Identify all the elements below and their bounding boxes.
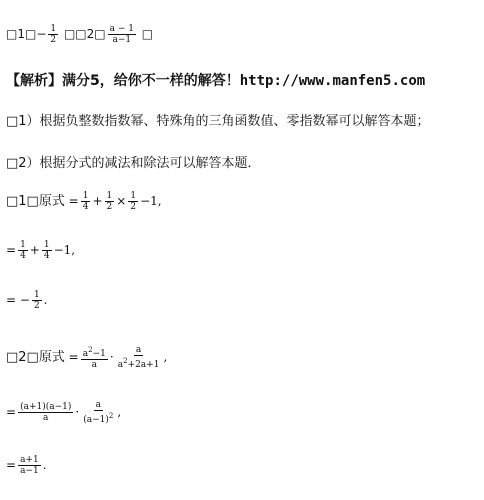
solution1-line3	[6, 290, 48, 311]
expression-tail: ,	[163, 350, 168, 364]
fraction-denominator: 4	[82, 202, 89, 212]
part2-answer-fraction	[108, 24, 136, 45]
fraction-denominator: a−1	[20, 466, 39, 476]
fraction-numerator: 1	[20, 240, 26, 250]
fraction	[128, 191, 138, 212]
solution1-label: □1□原式	[6, 194, 65, 209]
fraction-denominator	[81, 411, 115, 425]
fraction	[18, 455, 41, 476]
fraction-numerator: (a+1)(a−1)	[20, 402, 72, 412]
solution1-line2	[6, 240, 75, 261]
fraction	[105, 191, 115, 212]
source-url: http://www.manfen5.com	[239, 73, 426, 89]
fraction-numerator: a+1	[20, 455, 39, 465]
fraction-denominator: 4	[20, 251, 26, 261]
times-sign: ×	[116, 194, 127, 208]
fraction	[32, 290, 42, 311]
fraction	[18, 402, 73, 423]
expression-tail: .	[42, 458, 47, 472]
part1-label: □1□	[6, 27, 37, 41]
solution2-label: □2□原式	[6, 350, 65, 365]
answer-end: □	[141, 27, 154, 41]
fraction-denominator: 2	[130, 202, 137, 212]
hint-1: □1）根据负整数指数幂、特殊角的三角函数值、零指数幂可以解答本题；	[6, 114, 430, 129]
fraction-numerator: a	[95, 400, 101, 410]
exponent: 2	[88, 346, 93, 354]
fraction	[42, 240, 52, 261]
fraction-numerator: 1	[50, 24, 57, 34]
expression-tail: ,	[117, 405, 122, 419]
plus-sign: +	[29, 243, 40, 257]
equals-sign: =	[68, 350, 79, 364]
part1-answer-fraction	[48, 24, 58, 45]
plus-sign: +	[92, 194, 103, 208]
analysis-header	[6, 70, 425, 90]
equals-sign: =	[6, 458, 17, 472]
fraction-numerator: 1	[130, 191, 137, 201]
fraction-numerator	[81, 345, 108, 360]
expression-tail: .	[43, 293, 48, 307]
term: −1	[92, 349, 106, 359]
fraction	[18, 240, 28, 261]
equals-sign: =	[6, 405, 17, 419]
fraction	[116, 345, 162, 370]
term: a	[82, 349, 89, 359]
part1-sign: −	[36, 27, 47, 41]
equals-sign: =	[68, 194, 79, 208]
fraction-numerator: 1	[106, 191, 113, 201]
hint-2: □2）根据分式的减法和除法可以解答本题．	[6, 156, 261, 171]
term: (a−1)	[83, 415, 109, 425]
answer-line	[6, 24, 153, 45]
solution2-line2	[6, 400, 121, 425]
dot-operator: ·	[75, 405, 80, 419]
solution2-line3	[6, 455, 47, 476]
expression-tail: −1,	[53, 243, 76, 257]
solution2-line1	[6, 345, 167, 370]
fraction-denominator: 2	[106, 202, 113, 212]
fraction-denominator	[116, 356, 162, 370]
analysis-prefix: 【解析】满分5，给你不一样的解答！	[6, 73, 240, 89]
fraction-numerator: a − 1	[109, 24, 134, 34]
fraction-denominator: a	[43, 413, 49, 423]
part2-label: □□2□	[63, 27, 106, 41]
dot-operator: ·	[109, 350, 114, 364]
fraction-numerator: 1	[43, 240, 50, 250]
fraction-denominator: a	[91, 360, 97, 370]
term: a	[117, 360, 124, 370]
fraction-denominator: 2	[50, 35, 57, 45]
fraction	[81, 191, 91, 212]
fraction-numerator: a	[135, 345, 142, 355]
equals-sign: =	[6, 243, 17, 257]
fraction-denominator: a−1	[112, 35, 132, 45]
fraction	[81, 400, 115, 425]
exponent: 2	[108, 412, 114, 420]
fraction-denominator: 2	[33, 301, 40, 311]
equals-sign: = −	[6, 293, 30, 307]
fraction-denominator: 4	[43, 251, 50, 261]
fraction-numerator: 1	[82, 191, 89, 201]
exponent: 2	[123, 357, 128, 365]
term: +2a+1	[127, 360, 160, 370]
solution1-line1	[6, 190, 162, 212]
fraction-numerator: 1	[33, 290, 40, 300]
expression-tail: −1,	[140, 194, 162, 208]
fraction	[81, 345, 108, 370]
